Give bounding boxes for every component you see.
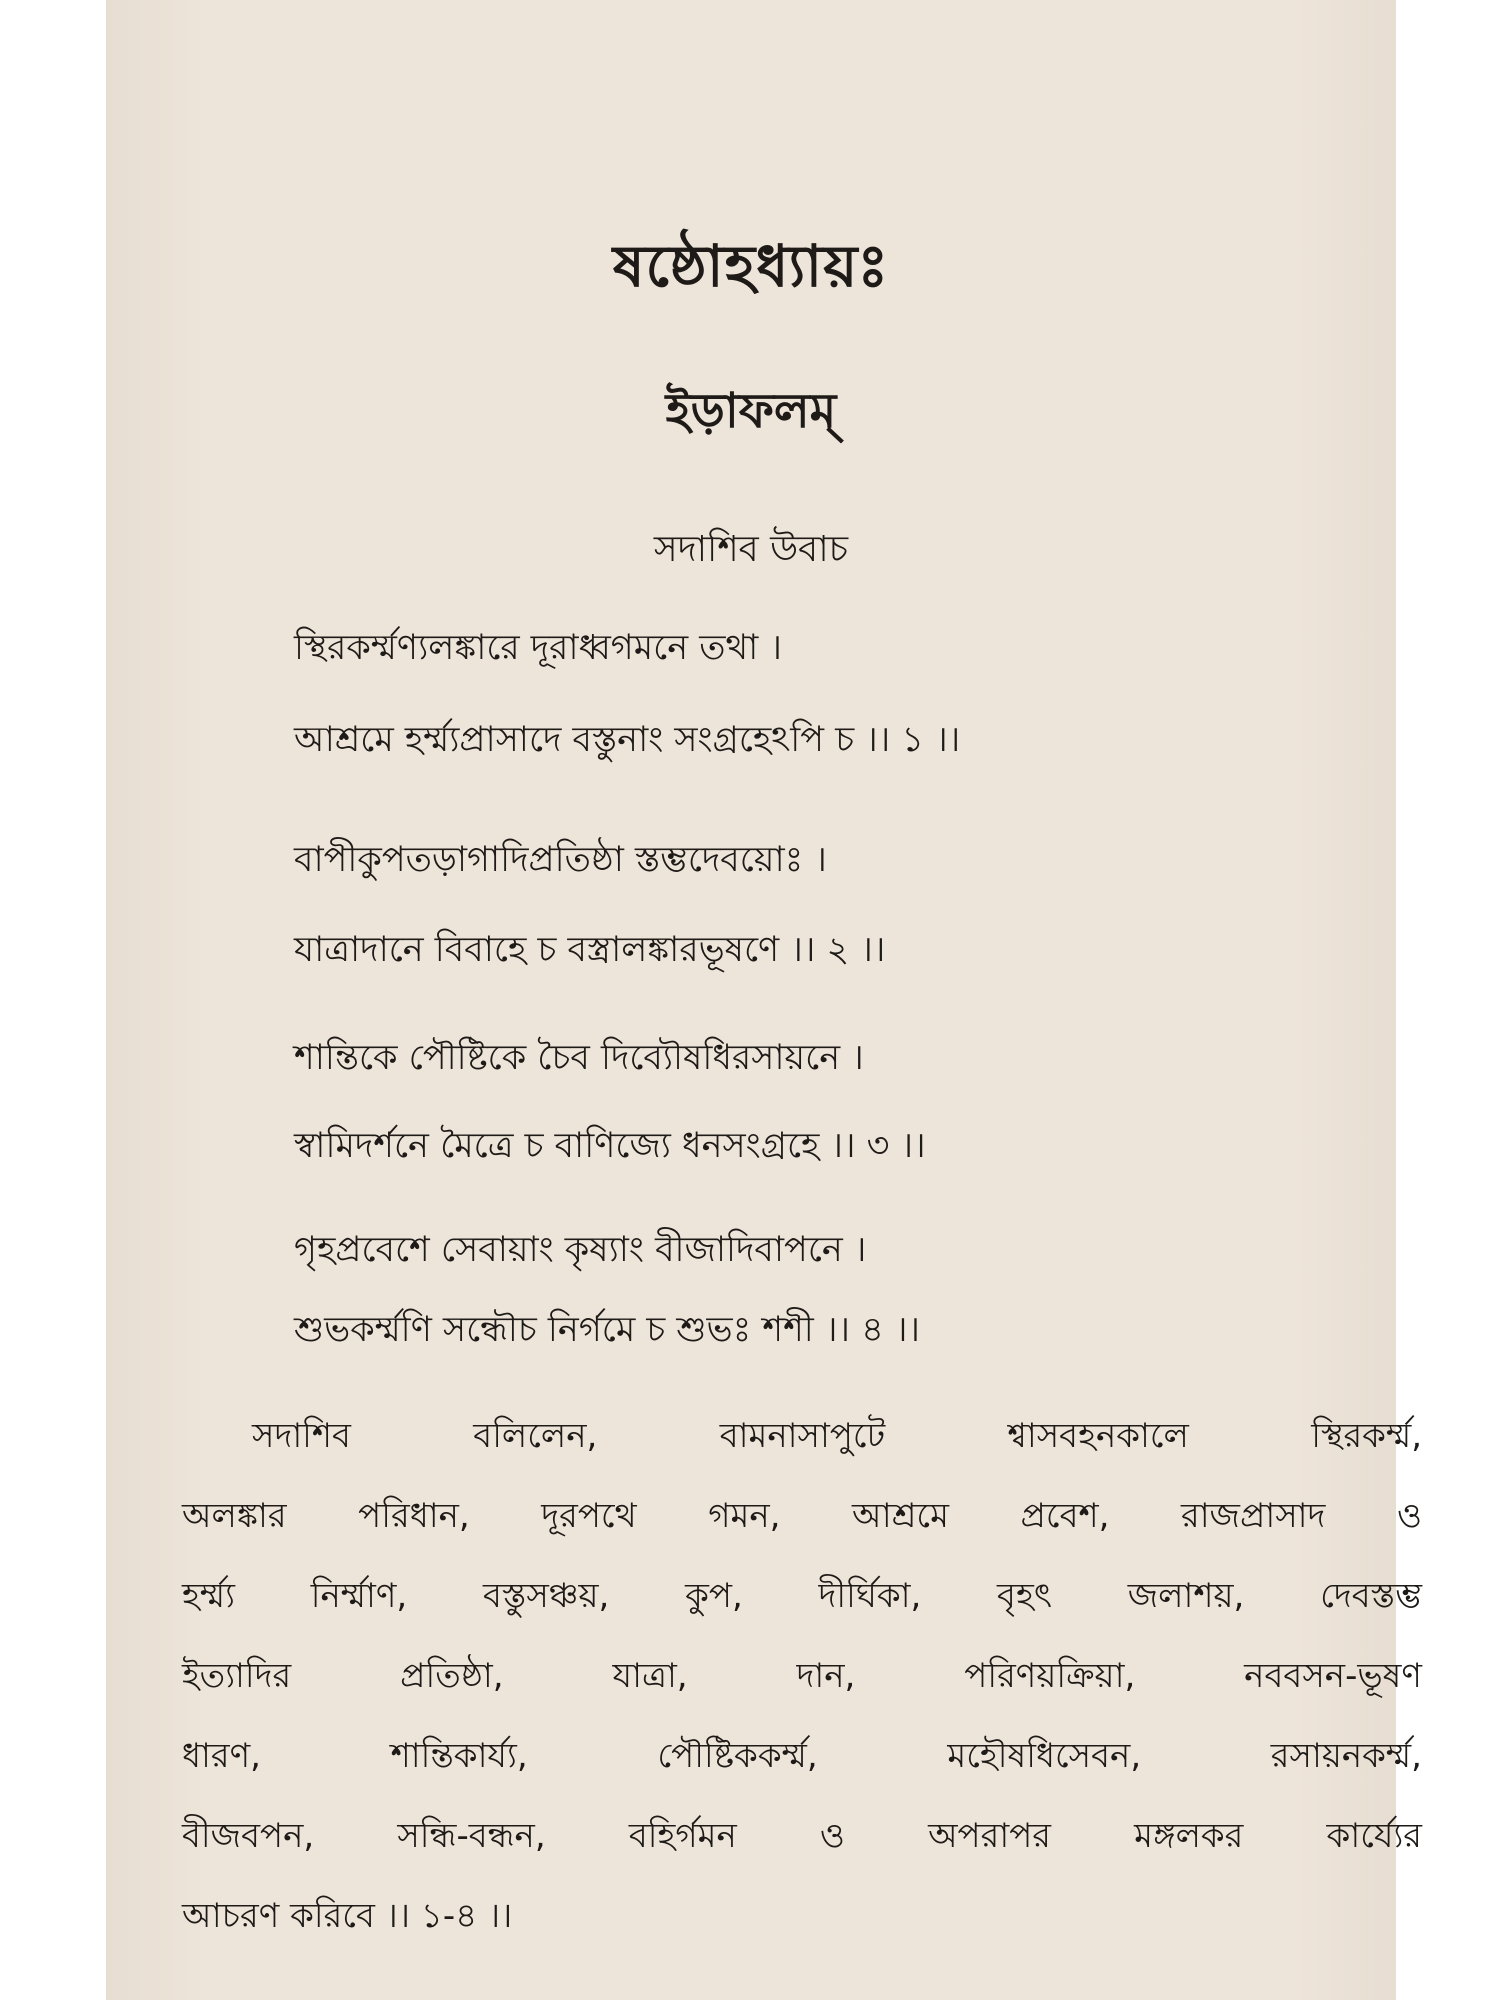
section-title: ইড়াফলম্ — [665, 383, 837, 439]
verse-2-line-1: বাপীকুপতড়াগাদিপ্রতিষ্ঠা স্তম্ভদেবয়োঃ । — [294, 840, 827, 880]
chapter-title: ষষ্ঠোহধ্যায়ঃ — [612, 232, 890, 300]
commentary-line-3: হর্ম্ম্য নির্ম্মাণ, বস্তুসঞ্চয়, কুপ, দীর্ঘিকা, বৃহৎ জলাশয়, দেবস্তম্ভ — [182, 1576, 1422, 1616]
commentary-line-1: সদাশিব বলিলেন, বামনাসাপুটে শ্বাসবহনকালে স্থিরকর্ম্ম, — [252, 1416, 1422, 1456]
verse-2-line-2: যাত্রাদানে বিবাহে চ বস্ত্রালঙ্কারভূষণে ।। ২ ।। — [294, 930, 886, 970]
commentary-line-2: অলঙ্কার পরিধান, দূরপথে গমন, আশ্রমে প্রবেশ, রাজপ্রাসাদ ও — [182, 1496, 1422, 1536]
commentary-line-4: ইত্যাদির প্রতিষ্ঠা, যাত্রা, দান, পরিণয়ক্রিয়া, নববসন-ভূষণ — [182, 1656, 1422, 1696]
commentary-line-6: বীজবপন, সন্ধি-বন্ধন, বহির্গমন ও অপরাপর মঙ্গলকর কার্য্যের — [182, 1816, 1422, 1856]
commentary-line-7: আচরণ করিবে ।। ১-৪ ।। — [182, 1896, 513, 1936]
book-page — [106, 0, 1422, 2000]
verse-3-line-1: শান্তিকে পৌষ্টিকে চৈব দিব্যৌষধিরসায়নে । — [294, 1038, 864, 1078]
verse-4-line-2: শুভকর্ম্মণি সন্ধৌচ নির্গমে চ শুভঃ শশী ।। ৪ ।। — [294, 1310, 920, 1350]
verse-1-line-1: স্থিরকর্ম্মণ্যলঙ্কারে দূরাধ্বগমনে তথা । — [294, 628, 782, 668]
commentary-line-5: ধারণ, শান্তিকার্য্য, পৌষ্টিককর্ম্ম, মহৌষধিসেবন, রসায়নকর্ম্ম, — [182, 1736, 1422, 1776]
verse-3-line-2: স্বামিদর্শনে মৈত্রে চ বাণিজ্যে ধনসংগ্রহে ।। ৩ ।। — [294, 1126, 926, 1166]
speaker-heading: সদাশিব উবাচ — [653, 529, 849, 570]
verse-4-line-1: গৃহপ্রবেশে সেবায়াং কৃষ্যাং বীজাদিবাপনে । — [294, 1230, 867, 1270]
verse-1-line-2: আশ্রমে হর্ম্ম্যপ্রাসাদে বস্তুনাং সংগ্রহেঽপি চ ।। ১ ।। — [294, 720, 961, 760]
